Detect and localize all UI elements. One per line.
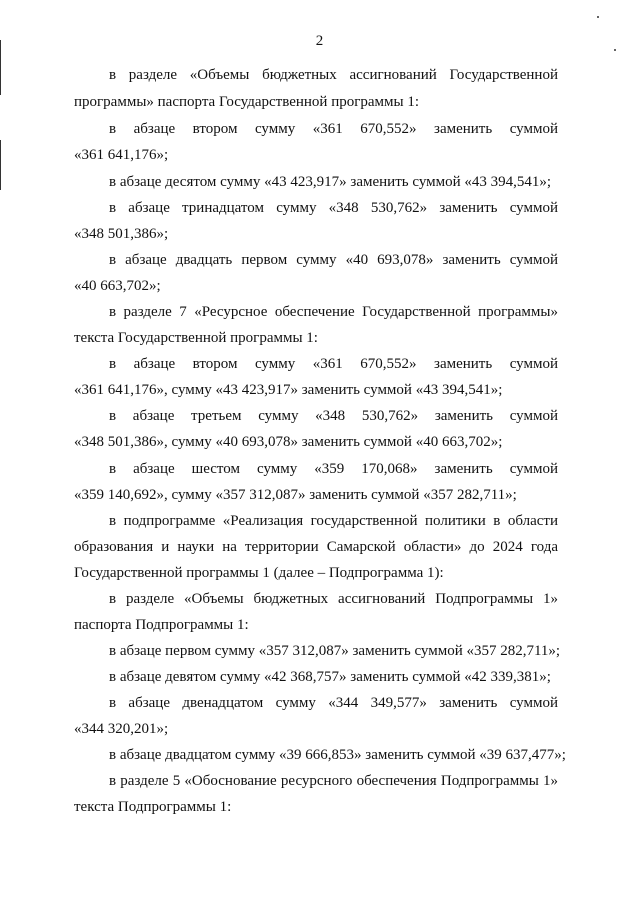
text-line: текста Государственной программы 1: (74, 330, 318, 346)
text-line: паспорта Подпрограммы 1: (74, 617, 249, 633)
scan-speck (597, 16, 599, 18)
text-line: в абзаце двадцать первом сумму «40 693,078» заменить суммой (109, 252, 558, 268)
text-line: в абзаце тринадцатом сумму «348 530,762» заменить суммой (109, 200, 558, 216)
text-line: «40 663,702»; (74, 278, 161, 294)
text-line: «359 140,692», сумму «357 312,087» заменить суммой «357 282,711»; (74, 487, 517, 503)
scan-speck (614, 49, 616, 51)
scan-edge-mark (0, 40, 1, 95)
page-number: 2 (315, 33, 324, 49)
text-line: «361 641,176», сумму «43 423,917» заменить суммой «43 394,541»; (74, 382, 503, 398)
text-line: в абзаце втором сумму «361 670,552» заменить суммой (109, 356, 558, 372)
text-line: в разделе 7 «Ресурсное обеспечение Государственной программы» (109, 304, 558, 320)
text-line: «348 501,386», сумму «40 693,078» заменить суммой «40 663,702»; (74, 434, 503, 450)
text-line: в абзаце девятом сумму «42 368,757» заменить суммой «42 339,381»; (109, 669, 551, 685)
text-line: «344 320,201»; (74, 721, 169, 737)
text-line: в абзаце втором сумму «361 670,552» заменить суммой (109, 121, 558, 137)
text-line: в разделе 5 «Обоснование ресурсного обеспечения Подпрограммы 1» (109, 773, 558, 789)
text-line: текста Подпрограммы 1: (74, 799, 232, 815)
text-line: в абзаце десятом сумму «43 423,917» заменить суммой «43 394,541»; (109, 174, 552, 190)
text-line: в абзаце третьем сумму «348 530,762» заменить суммой (109, 408, 558, 424)
text-line: образования и науки на территории Самарской области» до 2024 года (74, 539, 558, 555)
text-line: программы» паспорта Государственной программы 1: (74, 94, 420, 110)
text-line: в подпрограмме «Реализация государственной политики в области (109, 513, 558, 529)
text-line: в абзаце первом сумму «357 312,087» заменить суммой «357 282,711»; (109, 643, 561, 659)
text-line: в разделе «Объемы бюджетных ассигнований Государственной (109, 67, 558, 83)
text-line: в абзаце двенадцатом сумму «344 349,577» заменить суммой (109, 695, 558, 711)
text-line: в абзаце двадцатом сумму «39 666,853» заменить суммой «39 637,477»; (109, 747, 566, 763)
text-line: в абзаце шестом сумму «359 170,068» заменить суммой (109, 461, 558, 477)
text-line: «361 641,176»; (74, 147, 169, 163)
text-line: Государственной программы 1 (далее – Подпрограмма 1): (74, 565, 444, 581)
scan-edge-mark (0, 140, 1, 190)
text-line: в разделе «Объемы бюджетных ассигнований Подпрограммы 1» (109, 591, 558, 607)
text-line: «348 501,386»; (74, 226, 169, 242)
